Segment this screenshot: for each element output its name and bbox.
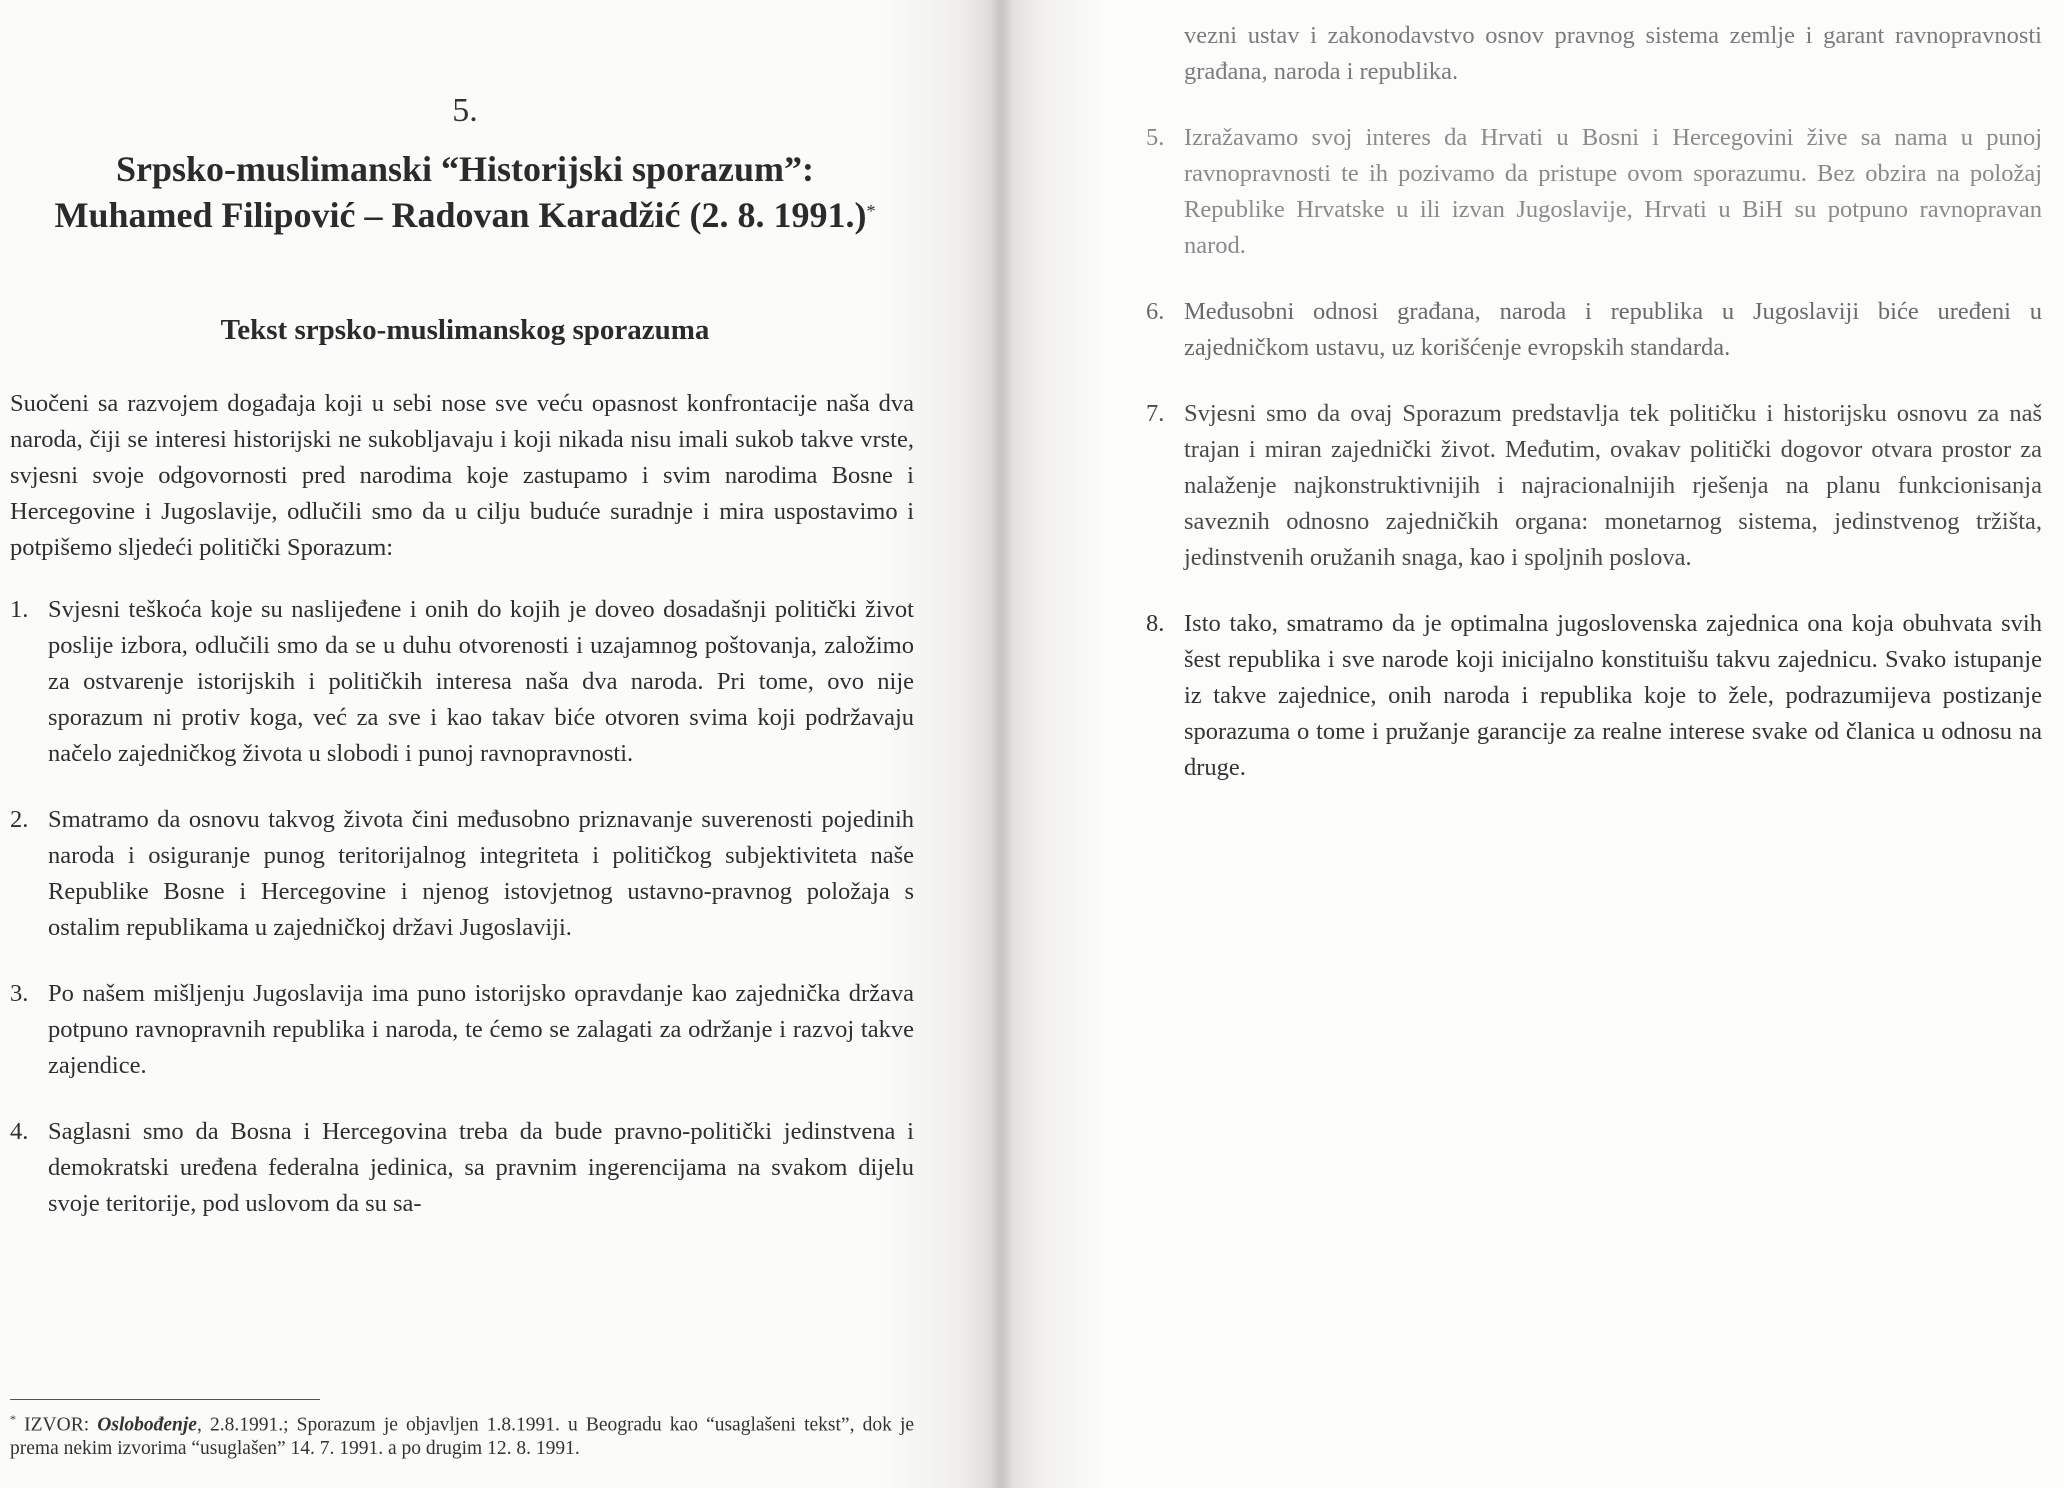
footnote-marker: * xyxy=(10,1412,16,1426)
agreement-item-4 xyxy=(10,1114,914,1222)
footnote xyxy=(10,1408,914,1460)
agreement-item-7 xyxy=(1146,396,2042,576)
agreement-item-8 xyxy=(1146,606,2042,786)
item-text: Isto tako, smatramo da je optimalna jugoslovenska zajednica ona koja obuhvata svih šest republika i sve narode koji inicijalno konstituišu takvu zajednicu. Svako istupanje iz takve zajednice, onih naroda i republika koje to žele, podrazumijeva postizanje sporazuma o tome i pružanje garancije za realne interese svake od članica u odnosu na druge. xyxy=(1184,610,2042,781)
footnote-label: IZVOR: xyxy=(24,1414,90,1436)
book-gutter xyxy=(990,0,1014,1488)
chapter-title-line-2-text: Muhamed Filipović – Radovan Karadžić (2. 8. 1991.) xyxy=(54,195,867,235)
continuation-paragraph: vezni ustav i zakonodavstvo osnov pravnog sistema zemlje i garant ravnopravnosti građana, naroda i republika. xyxy=(1184,22,2042,85)
item-number: 3. xyxy=(10,980,29,1007)
footnote-source: Oslobođenje xyxy=(97,1414,197,1436)
footnote-text: , 2.8.1991.; Sporazum je objavljen 1.8.1991. u Beogradu kao “usaglašeni tekst”, dok je prema nekim izvorima “usuglašen” 14. 7. 1991. a po drugim 12. 8. 1991. xyxy=(10,1414,915,1459)
item-text: Svjesni teškoća koje su naslijeđene i onih do kojih je doveo dosadašnji politički život poslije izbora, odlučili smo da se u duhu otvorenosti i uzajamnog poštovanja, založimo za ostvarenje istorijskih i političkih interesa naša dva naroda. Pri tome, ovo nije sporazum ni protiv koga, već za sve i kao takav biće otvoren svima koji podržavaju načelo zajedničkog života u slobodi i punoj ravnopravnosti. xyxy=(48,596,914,767)
item-text: Saglasni smo da Bosna i Hercegovina treba da bude pravno-politički jedinstvena i demokratski uređena federalna jedinica, sa pravnim ingerencijama na svakom dijelu svoje teritorije, pod uslovom da su sa- xyxy=(48,1118,914,1217)
item-number: 7. xyxy=(1146,400,1165,427)
item-number: 8. xyxy=(1146,610,1165,637)
chapter-title-line-2 xyxy=(0,192,930,238)
left-page-body xyxy=(10,386,914,1252)
item-text: Međusobni odnosi građana, naroda i republika u Jugoslaviji biće uređeni u zajedničkom ustavu, uz korišćenje evropskih standarda. xyxy=(1184,298,2042,361)
item-text: Smatramo da osnovu takvog života čini međusobno priznavanje suverenosti pojedinih naroda i osiguranje punog teritorijalnog integriteta i političkog subjektiviteta naše Republike Bosne i Hercegovine i njenog istovjetnog ustavno-pravnog položaja s ostalim republikama u zajedničkoj državi Jugoslaviji. xyxy=(48,806,914,941)
item-text: Po našem mišljenju Jugoslavija ima puno istorijsko opravdanje kao zajednička država potpuno ravnopravnih republika i naroda, te ćemo se zalagati za održanje i razvoj takve zajendice. xyxy=(48,980,914,1079)
agreement-item-5 xyxy=(1146,120,2042,264)
chapter-title-line-1: Srpsko-muslimanski “Historijski sporazum”: xyxy=(115,149,815,189)
item-number: 1. xyxy=(10,596,29,623)
chapter-number: 5. xyxy=(452,92,478,129)
item-number: 2. xyxy=(10,806,29,833)
footnote-reference: * xyxy=(866,201,876,221)
agreement-item-2 xyxy=(10,802,914,946)
agreement-item-1 xyxy=(10,592,914,772)
footnote-divider xyxy=(10,1399,320,1400)
intro-paragraph: Suočeni sa razvojem događaja koji u sebi nose sve veću opasnost konfrontacije naša dva naroda, čiji se interesi historijski ne sukobljavaju i koji nikada nisu imali sukob takve vrste, svjesni svoje odgovornosti pred narodima koje zastupamo i svim narodima Bosne i Hercegovine i Jugoslavije, odlučili smo da u cilju buduće suradnje i mira uspostavimo i potpišemo sljedeći politički Sporazum: xyxy=(10,390,914,561)
item-number: 4. xyxy=(10,1118,29,1145)
item-text: Izražavamo svoj interes da Hrvati u Bosni i Hercegovini žive sa nama u punoj ravnopravnosti te ih pozivamo da pristupe ovom sporazumu. Bez obzira na položaj Republike Hrvatske u ili izvan Jugoslavije, Hrvati u BiH su potpuno ravnopravan narod. xyxy=(1184,124,2042,259)
chapter-title xyxy=(0,146,930,238)
item-number: 6. xyxy=(1146,298,1165,325)
item-text: Svjesni smo da ovaj Sporazum predstavlja tek političku i historijsku osnovu za naš trajan i miran zajednički život. Međutim, ovakav politički dogovor otvara prostor za nalaženje najkonstruktivnijih i najracionalnijih rješenja na planu funkcionisanja saveznih odnosno zajedničkih organa: monetarnog sistema, jedinstvenog tržišta, jedinstvenih oružanih snaga, kao i spoljnih poslova. xyxy=(1184,400,2042,571)
section-heading: Tekst srpsko-muslimanskog sporazuma xyxy=(220,314,710,346)
left-page xyxy=(0,0,1000,1488)
right-page-body xyxy=(1146,18,2042,816)
agreement-item-3 xyxy=(10,976,914,1084)
agreement-item-6 xyxy=(1146,294,2042,366)
item-number: 5. xyxy=(1146,124,1165,151)
